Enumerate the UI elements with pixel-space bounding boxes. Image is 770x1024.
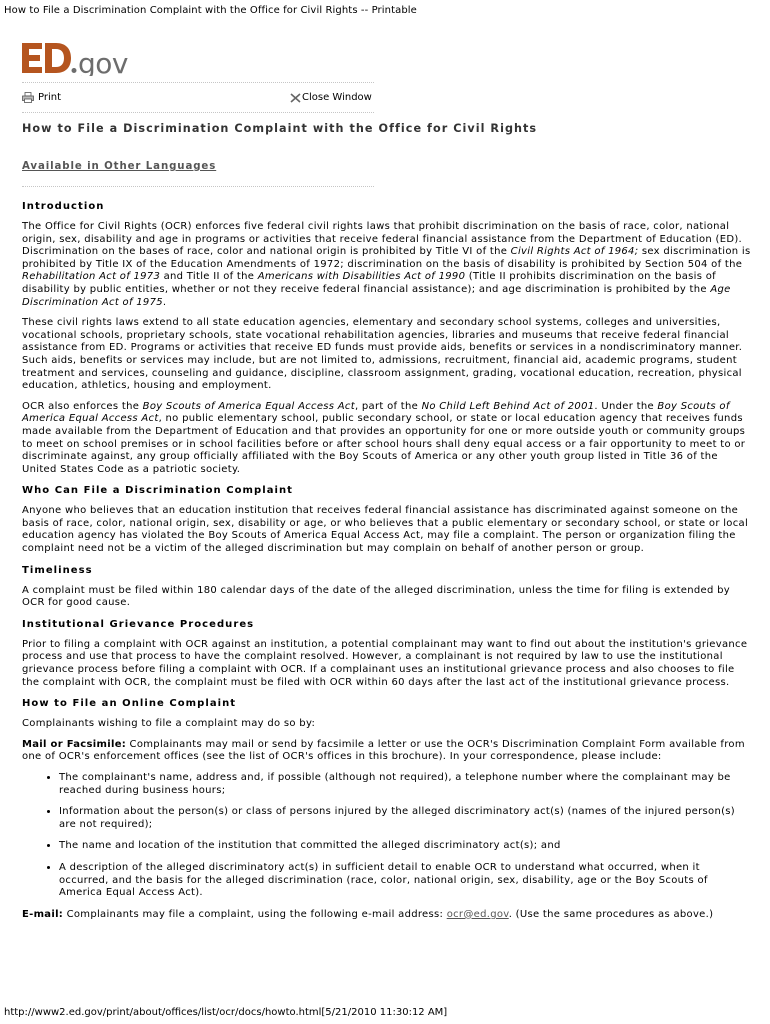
print-label: Print xyxy=(38,92,62,103)
section-heading-who-can-file: Who Can File a Discrimination Complaint xyxy=(22,485,293,497)
other-languages-link[interactable]: Available in Other Languages xyxy=(22,161,217,172)
toolbar xyxy=(22,92,374,106)
grievance-paragraph: Prior to filing a complaint with OCR against an institution, a potential complainant may want to find out about the institution's grievance process and use that process to have the complaint resolved. However, a complainant is not required by law to use the institutional grievance process before filing a complaint with OCR. If a complainant uses an institutional grievance process and also chooses to file the complaint with OCR, the complaint must be filed with OCR within 60 days after the last act of the institutional grievance process. xyxy=(22,638,748,688)
page-title: How to File a Discrimination Complaint with the Office for Civil Rights xyxy=(22,122,538,135)
close-window-label: Close Window xyxy=(302,92,372,103)
section-heading-grievance: Institutional Grievance Procedures xyxy=(22,618,255,630)
section-heading-online-complaint: How to File an Online Complaint xyxy=(22,698,237,710)
list-item: • The name and location of the institution that committed the alleged discriminatory act(s); and xyxy=(59,840,752,853)
divider xyxy=(22,112,374,113)
print-page-footer: http://www2.ed.gov/print/about/offices/list/ocr/docs/howto.html[5/21/2010 11:30:12 AM] xyxy=(4,1007,448,1018)
print-link[interactable] xyxy=(22,92,61,103)
divider xyxy=(22,82,374,83)
ed-gov-logo-icon xyxy=(22,42,132,76)
intro-paragraph-3: OCR also enforces the Boy Scouts of America Equal Access Act, part of the No Child Left Behind Act of 2001. Under the Boy Scouts of America Equal Access Act, no public elementary school, public secondary school, or state or local education agency that receives funds made available from the Department of Education and that provides an opportunity for one or more outside youth or community groups to meet on school premises or in school facilities before or after school hours shall deny equal access or a fair opportunity to meet to or discriminate against, any group officially affiliated with the Boy Scouts of America or any other youth group listed in Title 36 of the United States Code as a patriotic society. xyxy=(22,400,746,475)
close-window-link[interactable] xyxy=(290,92,372,103)
divider xyxy=(22,186,374,187)
printer-icon xyxy=(22,92,34,103)
ed-gov-logo[interactable] xyxy=(22,42,132,76)
list-item: • Information about the person(s) or class of persons injured by the alleged discriminatory act(s) (names of the injured person(s) are not required); xyxy=(59,806,752,831)
list-item: • A description of the alleged discriminatory act(s) in sufficient detail to enable OCR to understand what occurred, when it occurred, and the basis for the alleged discrimination (race, color, national origin, sex, disability, age or the Boy Scouts of America Equal Access Act). xyxy=(59,862,752,900)
article-body xyxy=(22,200,752,929)
online-intro: Complainants wishing to file a complaint may do so by: xyxy=(22,718,316,730)
svg-text:gov: gov xyxy=(78,47,128,76)
section-heading-timeliness: Timeliness xyxy=(22,564,93,576)
timeliness-paragraph: A complaint must be filed within 180 calendar days of the date of the alleged discrimination, unless the time for filing is extended by OCR for good cause. xyxy=(22,584,730,609)
intro-paragraph-1: The Office for Civil Rights (OCR) enforces five federal civil rights laws that prohibit discrimination on the basis of race, color, national origin, sex, disability and age in programs or activities that receive federal financial assistance from the Department of Education (ED). Discrimination on the bases of race, color and national origin is prohibited by Title VI of the Civil Rights Act of 1964; sex discrimination is prohibited by Title IX of the Education Amendments of 1972; discrimination on the basis of disability is prohibited by Section 504 of the Rehabilitation Act of 1973 and Title II of the Americans with Disabilities Act of 1990 (Title II prohibits discrimination on the basis of disability by public entities, whether or not they receive federal financial assistance); and age discrimination is prohibited by the Age Discrimination Act of 1975. xyxy=(22,221,751,308)
print-page-header: How to File a Discrimination Complaint with the Office for Civil Rights -- Printable xyxy=(4,5,417,16)
email-link[interactable]: ocr@ed.gov xyxy=(446,908,509,920)
section-heading-introduction: Introduction xyxy=(22,201,105,212)
complaint-info-list xyxy=(22,772,752,900)
intro-paragraph-2: These civil rights laws extend to all state education agencies, elementary and secondary school systems, colleges and universities, vocational schools, proprietary schools, state vocational rehabilitation agencies, libraries and museums that receive federal financial assistance from ED. Programs or activities that receive ED funds must provide aids, benefits or services in a nondiscriminatory manner. Such aids, benefits or services may include, but are not limited to, admissions, recruitment, financial aid, academic programs, student treatment and services, counseling and guidance, discipline, classroom assignment, grading, vocational education, recreation, physical education, athletics, housing and employment. xyxy=(22,317,743,392)
mail-fax-paragraph: Mail or Facsimile: Complainants may mail or send by facsimile a letter or use the OCR's Discrimination Complaint Form available from one of OCR's enforcement offices (see the list of OCR's offices in this brochure). In your correspondence, please include: xyxy=(22,738,745,763)
list-item: • The complainant's name, address and, if possible (although not required), a telephone number where the complainant may be reached during business hours; xyxy=(59,772,752,797)
email-paragraph: E-mail: Complainants may file a complaint, using the following e-mail address: ocr@ed.gov. (Use the same procedures as above.) xyxy=(22,908,714,920)
who-paragraph: Anyone who believes that an education institution that receives federal financial assistance has discriminated against someone on the basis of race, color, national origin, sex, disability or age, or who believes that a public elementary or secondary school, or state or local education agency has violated the Boy Scouts of America Equal Access Act, may file a complaint. The person or organization filing the complaint need not be a victim of the alleged discrimination but may complain on behalf of another person or group. xyxy=(22,505,749,555)
close-x-icon xyxy=(290,93,301,103)
